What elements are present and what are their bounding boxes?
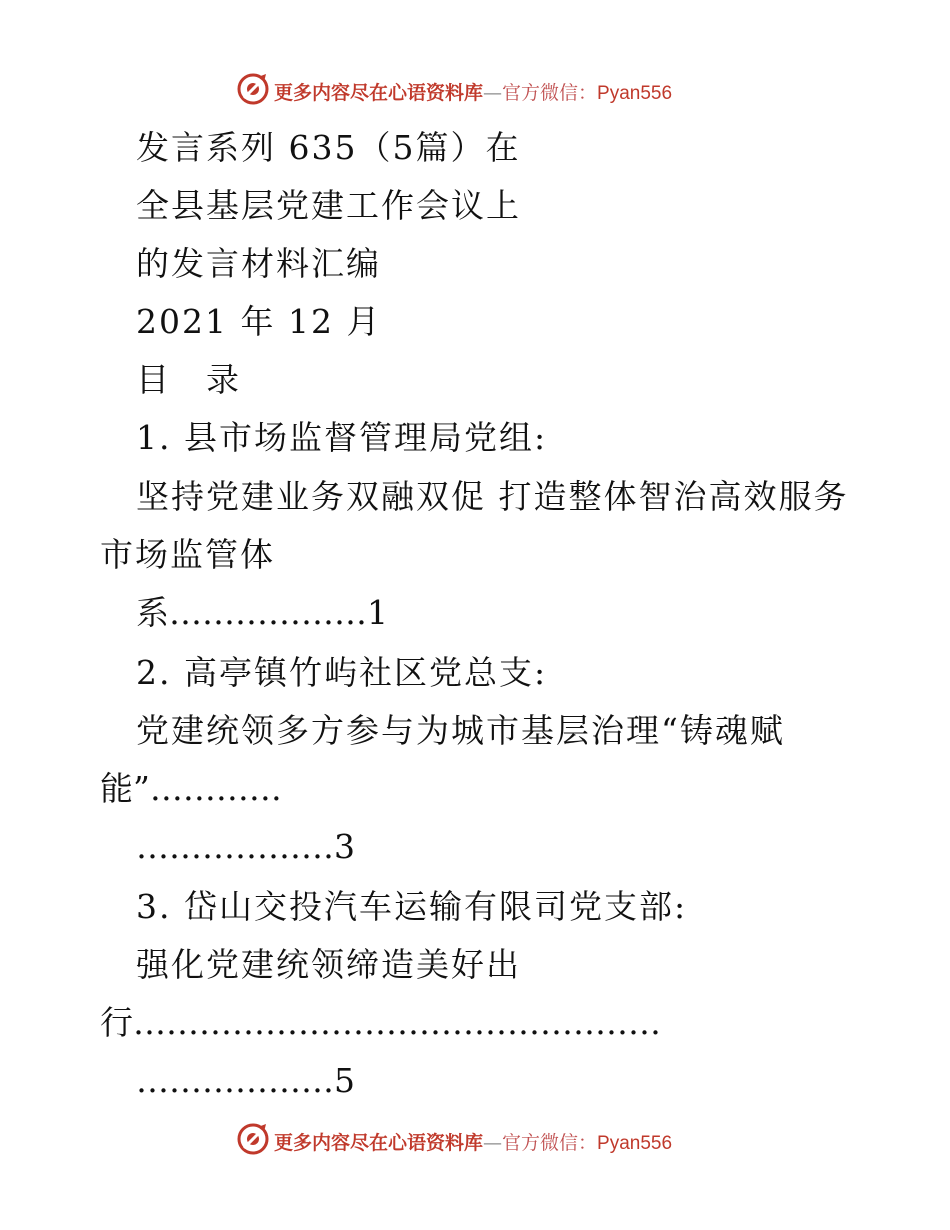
toc-item-title[interactable]: 强化党建统领缔造美好出 bbox=[136, 945, 521, 984]
toc-item-title-cont[interactable]: 行………………………………………… bbox=[100, 1003, 661, 1042]
toc-item-title[interactable]: 坚持党建业务双融双促 打造整体智治高效服务 bbox=[136, 477, 849, 516]
toc-item-page[interactable]: 系………………1 bbox=[136, 593, 388, 632]
doc-title-line2: 全县基层党建工作会议上 bbox=[136, 186, 521, 225]
footer-banner bbox=[0, 1120, 950, 1160]
toc-heading: 目 录 bbox=[136, 360, 241, 399]
banner-dash: — bbox=[483, 1132, 503, 1154]
banner-dash: — bbox=[483, 82, 503, 104]
banner-handle: Pyan556 bbox=[597, 83, 673, 104]
toc-item-page[interactable]: ………………3 bbox=[136, 827, 355, 866]
doc-title-line3: 的发言材料汇编 bbox=[136, 244, 381, 283]
banner-wechat-label: 官方微信： bbox=[502, 82, 598, 104]
toc-item-heading[interactable]: 1. 县市场监督管理局党组: bbox=[136, 418, 548, 457]
logo-icon bbox=[236, 1122, 270, 1156]
toc-item-heading[interactable]: 3. 岱山交投汽车运输有限司党支部: bbox=[136, 887, 688, 926]
toc-item-heading[interactable]: 2. 高亭镇竹屿社区党总支: bbox=[136, 653, 548, 692]
toc-item-title-cont[interactable]: 能”………… bbox=[100, 769, 282, 808]
banner-text bbox=[274, 1128, 672, 1155]
toc-item-title[interactable]: 党建统领多方参与为城市基层治理“铸魂赋 bbox=[136, 711, 785, 750]
toc-item-title-cont[interactable]: 市场监管体 bbox=[100, 535, 275, 574]
logo-icon bbox=[236, 72, 270, 106]
banner-brand: 更多内容尽在心语资料库 bbox=[274, 1132, 484, 1154]
doc-series-line: 发言系列 635（5篇）在 bbox=[136, 128, 521, 167]
toc-item-page[interactable]: ………………5 bbox=[136, 1061, 355, 1100]
banner-wechat-label: 官方微信： bbox=[502, 1132, 598, 1154]
doc-date: 2021 年 12 月 bbox=[136, 302, 382, 341]
banner-handle: Pyan556 bbox=[597, 1133, 673, 1154]
banner-text bbox=[274, 78, 672, 105]
banner-brand: 更多内容尽在心语资料库 bbox=[274, 82, 484, 104]
header-banner bbox=[0, 70, 950, 110]
